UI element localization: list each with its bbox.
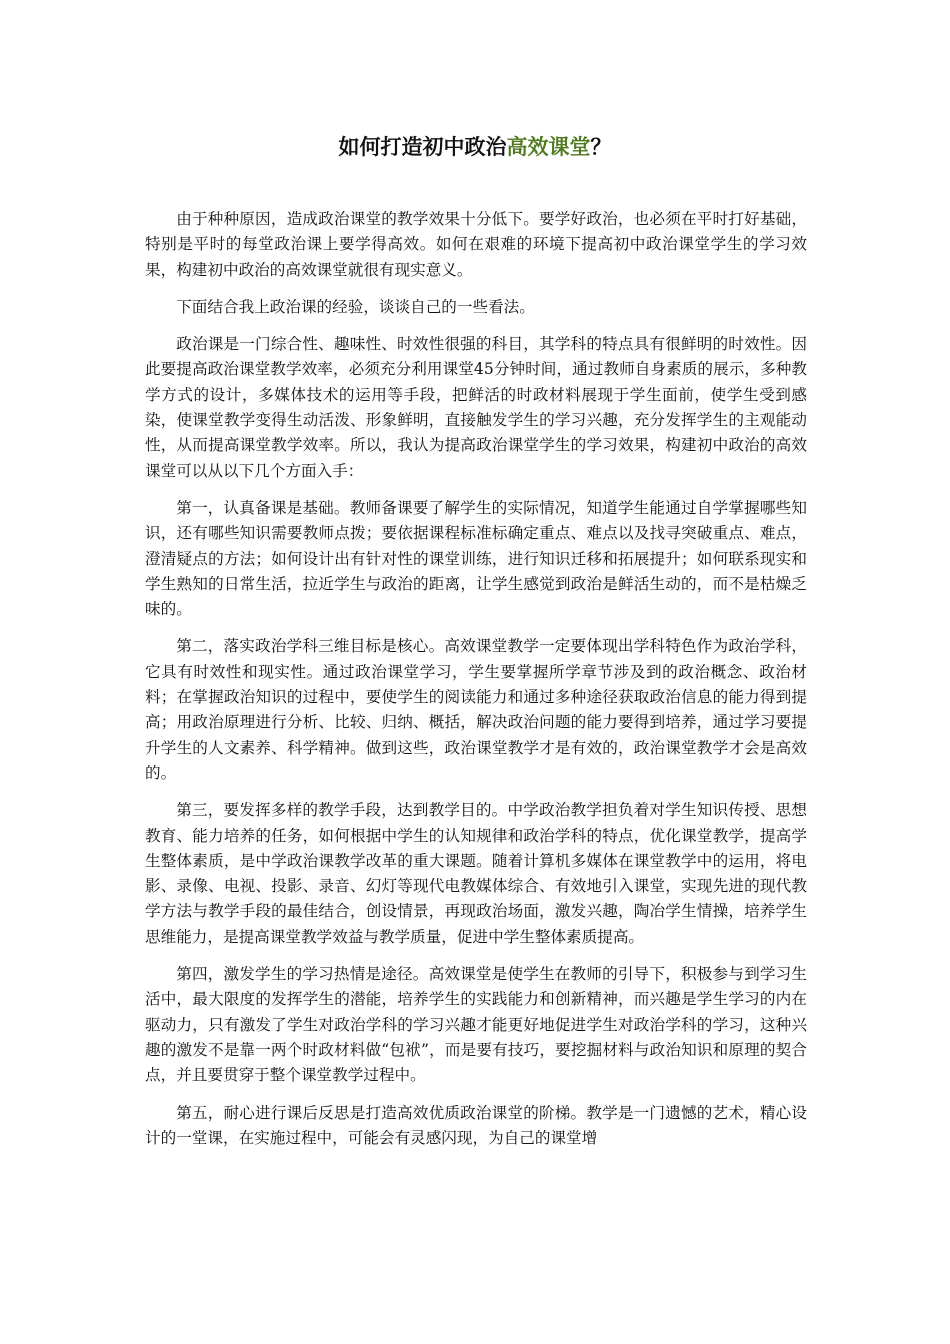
title-end: ？: [590, 135, 612, 159]
paragraph-point-2: 第二，落实政治学科三维目标是核心。高效课堂教学一定要体现出学科特色作为政治学科，它具有时效性和现实性。通过政治课堂学习，学生要掌握所学章节涉及到的政治概念、政治材料；在掌握政治知识的过程中，要使学生的阅读能力和通过多种途径获取政治信息的能力得到提高；用政治原理进行分析、比较、归纳、概括，解决政治问题的能力要得到培养，通过学习要提升学生的人文素养、科学精神。做到这些，政治课堂教学才是有效的，政治课堂教学才会是高效的。: [145, 637, 807, 782]
document-body: [145, 207, 807, 1163]
paragraph-point-1: 第一，认真备课是基础。教师备课要了解学生的实际情况，知道学生能通过自学掌握哪些知识，还有哪些知识需要教师点拨；要依据课程标准标确定重点、难点以及找寻突破重点、难点，澄清疑点的方法；如何设计出有针对性的课堂训练，进行知识迁移和拓展提升；如何联系现实和学生熟知的日常生活，拉近学生与政治的距离，让学生感觉到政治是鲜活生动的，而不是枯燥乏味的。: [145, 498, 807, 619]
paragraph-subject-nature: 政治课是一门综合性、趣味性、时效性很强的科目，其学科的特点具有很鲜明的时效性。因此要提高政治课堂教学效率，必须充分利用课堂45分钟时间，通过教师自身素质的展示，多种教学方式的设计，多媒体技术的运用等手段，把鲜活的时政材料展现于学生面前，使学生受到感染，使课堂教学变得生动活泼、形象鲜明，直接触发学生的学习兴趣，充分发挥学生的主观能动性，从而提高课堂教学效率。所以，我认为提高政治课堂学生的学习效果，构建初中政治的高效课堂可以从以下几个方面入手：: [145, 335, 807, 480]
paragraph-intro: 由于种种原因，造成政治课堂的教学效果十分低下。要学好政治，也必须在平时打好基础，特别是平时的每堂政治课上要学得高效。如何在艰难的环境下提高初中政治课堂学生的学习效果，构建初中政治的高效课堂就很有现实意义。: [145, 210, 807, 279]
paragraph-point-5: 第五，耐心进行课后反思是打造高效优质政治课堂的阶梯。教学是一门遗憾的艺术，精心设计的一堂课，在实施过程中，可能会有灵感闪现，为自己的课堂增: [145, 1103, 807, 1147]
paragraph-point-4: 第四，激发学生的学习热情是途径。高效课堂是使学生在教师的引导下，积极参与到学习生活中，最大限度的发挥学生的潜能，培养学生的实践能力和创新精神，而兴趣是学生学习的内在驱动力，只有激发了学生对政治学科的学习兴趣才能更好地促进学生对政治学科的学习，这种兴趣的激发不是靠一两个时政材料做“包袱”，而是要有技巧，要挖掘材料与政治知识和原理的契合点，并且要贯穿于整个课堂教学过程中。: [145, 965, 807, 1085]
paragraph-lead-in: 下面结合我上政治课的经验，谈谈自己的一些看法。: [176, 297, 535, 316]
document-title: [0, 132, 950, 162]
paragraph-point-3: 第三，要发挥多样的教学手段，达到教学目的。中学政治教学担负着对学生知识传授、思想教育、能力培养的任务，如何根据中学生的认知规律和政治学科的特点，优化课堂教学，提高学生整体素质，是中学政治课教学改革的重大课题。随着计算机多媒体在课堂教学中的运用，将电影、录像、电视、投影、录音、幻灯等现代电教媒体综合、有效地引入课堂，实现先进的现代教学方法与教学手段的最佳结合，创设情景，再现政治场面，激发兴趣，陶冶学生情操，培养学生思维能力，是提高课堂教学效益与教学质量，促进中学生整体素质提高。: [145, 801, 807, 946]
title-main: 如何打造初中政治: [338, 135, 507, 159]
title-highlight: 高效课堂: [506, 135, 591, 159]
